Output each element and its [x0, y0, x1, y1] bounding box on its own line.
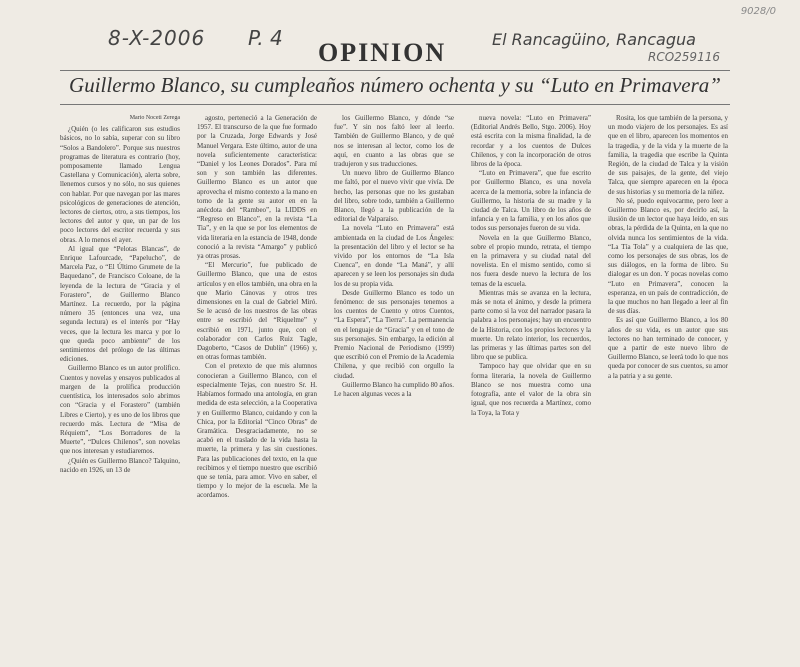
- article-headline: Guillermo Blanco, su cumpleaños número ochenta y su “Luto en Primavera”: [69, 73, 721, 97]
- handwritten-date: 8-X-2006: [108, 26, 206, 50]
- paragraph: Es así que Guillermo Blanco, a los 80 años de su vida, es un autor que sus lectores no han terminado de conocer, y que a partir de este nuevo libro de Guillermo Blanco, se leerá todo lo que nos queda por conocer de sus cuentos, su amor a la patria y a su gente.: [608, 316, 728, 380]
- paragraph: No sé, puedo equivocarme, pero leer a Guillermo Blanco es, por decirlo así, la ilusión de un lector que haya leído, en sus obras, la pérdida de la Quinta, en la que no olvida nunca los sentimientos de la vida. “La Tía Tola” y a cualquiera de las que, como los personajes de sus obras, los de sus diálogos, en la forma de libro. Su dialogar es un don. Y pocas novelas como “Luto en Primavera”, conocen la esperanza, en un país de contradicción, de la que muchos no han llegado a leer al fin de sus días.: [608, 196, 728, 316]
- paragraph: Tampoco hay que olvidar que en su forma literaria, la novela de Guillermo Blanco se nos muestra como una fotografía, ante el valor de la obra sin igual, que nos recuerda a Martínez, como la Toya, la Tota y: [471, 362, 591, 417]
- paragraph: Con el pretexto de que mis alumnos conocieran a Guillermo Blanco, con el especialmente Tejas, con nuestro Sr. H. Habíamos formado una antología, en gran medida de esta selección, a la Cooperativa y en Guillermo Blanco, cuidando y con la Chica, por la Editorial “Cinco Obras” de Gramática. Desgraciadamente, no se acabó en el traslado de la vida hasta la muerte, la primera y las sin cuestiones. Para las publicaciones del texto, en la que recibimos y el tiempo nuestro que escribió que se tenía, para amor. Vivo en saber, el tiempo y lo mejor de la escuela. Me la acordamos.: [197, 362, 317, 500]
- byline: Mario Noceti Zerega: [129, 115, 180, 121]
- column-1: [60, 114, 180, 659]
- column-5: [608, 114, 728, 659]
- top-rule: [60, 70, 730, 71]
- paragraph: Un nuevo libro de Guillermo Blanco me faltó, por el nuevo vivir que vivía. De hecho, las personas que no les gustaban del libro, sobre todo, también a Guillermo Blanco, llegó a la publicación de la editorial de Valparaíso.: [334, 169, 454, 224]
- paragraph: Rosita, los que también de la persona, y un modo viajero de los personajes. Es así que en el libro, aparecen los momentos en la tragedia, y de la vida y la muerte de la familia, la tragedia que escribe la Quinta Región, de la ciudad de Talca y la visión de sus paisajes, de la gente, del viejo Talca, que siempre aparecen en la época de sus historias y su memoria de la niñez.: [608, 114, 728, 196]
- handwritten-page: P. 4: [248, 26, 283, 50]
- paragraph: Desde Guillermo Blanco es todo un fenómeno: de sus personajes tenemos a los cuentos de Cuento y otros Cuentos, “La Espera”, “La Tierra”. La permanencia en el lenguaje de “Gracia” y en el tono de sus personajes. Sin embargo, la edición al Premio Nacional de Periodismo (1999) que escribió con el Premio de la Academia Chilena, y que recibió con orgullo la ciudad.: [334, 288, 454, 380]
- paragraph: Guillermo Blanco ha cumplido 80 años. Le hacen algunas veces a la: [334, 380, 454, 399]
- column-2: [197, 114, 317, 659]
- archive-corner-mark: 9028/0: [740, 6, 776, 17]
- paragraph: La novela “Luto en Primavera” está ambientada en la ciudad de Los Ángeles: la presentación del libro y el lector se ha vivido por los entornos de “La Isla Cuenca”, en donde “La Maná”, y allí aparecen y se leen los personajes sin duda los de su propia vida.: [334, 224, 454, 288]
- paragraph: “Luto en Primavera”, que fue escrito por Guillermo Blanco, es una novela acerca de la memoria, sobre la infancia de Guillermo, la historia de su madre y la ciudad de Talca. Un libro de los años de infancia y en la familia, y en los años que todos sus personajes fueron de su vida.: [471, 169, 591, 233]
- column-4: [471, 114, 591, 659]
- paragraph: Novela en la que Guillermo Blanco, sobre el propio mundo, retrata, el tiempo en la primavera y su ciudad natal del novelista. En el mismo sentido, como si nos fuera desde nuevo la lectura de los temas de la escuela.: [471, 233, 591, 288]
- paragraph: “El Mercurio”, fue publicado de Guillermo Blanco, que una de estos artículos y en ellos también, una obra en la que Mario Cánovas y otros tres dimensiones en la cual de Gabriel Miró. Se le acusó de los nuestros de las obras entre se escribió del “Riquelme” y escribió en 1971, junto que, con el colaborador con Carlos Ruiz Tagle, Dagoberto, “Casos de Dublín” (1966) y, en otras formas también.: [197, 261, 317, 362]
- paragraph: nueva novela: “Luto en Primavera” (Editorial Andrés Bello, Stgo. 2006). Hoy está escrita con la misma finalidad, la de recordar y a los cuentos de Dulces Chilenos, y con la incorporación de otros libros de la época.: [471, 114, 591, 169]
- paragraph: Mientras más se avanza en la lectura, más se nota el ánimo, y desde la primera parte como si la voz del narrador pasara la palabra a los personajes; hay un encuentro de la Historia, con los propios lectores y la muerte. Un relato interior, los recuerdos, las primeras y las últimas partes son del libro que se publica.: [471, 288, 591, 362]
- paragraph: Guillermo Blanco es un autor prolífico. Cuentos y novelas y ensayos publicados al margen de la prolífica producción cuentística, los interesados solo abrimos con “Gracia y el Forastero” (también Libres e Cierto), y es uno de los libros que recuerdo más. Lectura de “Misa de Réquiem”, “Los Borradores de la Muerte”, “Dulces Chilenos”, son novelas que nos interesan y estudiaremos.: [60, 364, 180, 456]
- paragraph: Al igual que “Pelotas Blancas”, de Enrique Lafourcade, “Papelucho”, de Marcela Paz, o “El Último Grumete de la Baquedano”, de Francisco Coloane, de la leyenda de la lectura de “Gracia y el Forastero”, de Guillermo Blanco Martínez. La recuerdo, por la página número 35 (entonces una vez, una segunda lectura) es el interés por “Hay veces, que la lectura les marca y por lo que queda poco ambiente” de los sentimientos del prólogo de las últimas ediciones.: [60, 244, 180, 364]
- paragraph: los Guillermo Blanco, y dónde “se fue”. Y sin nos faltó leer al leerlo. También de Guillermo Blanco, y de qué nos se interesan al lector, como los de aquí, en cuanto a las obras que se tradujeron y sus traducciones.: [334, 114, 454, 169]
- paragraph: agosto, perteneció a la Generación de 1957. El transcurso de la que fue formado por la Cruzada, Jorge Edwards y José Manuel Vergara. Este último, autor de una novela suficientemente característica: “Daniel y los Leones Dorados”. Para mí son y son también las diferentes. Guillermo Blanco es un autor que aprovecha el mismo contexto a la mano en torno de la gente su autor en en la anécdota del “Rambeo”, la LIDDS en “Regreso en Blanco”, en la revista “La Tia”, y en la que se por los elementos de vida literaria en la estancia de 1948, donde conoció a la revista “Amargo” y publicó ya otras prosas.: [197, 114, 317, 261]
- handwritten-archive-code: RCO259116: [648, 50, 720, 64]
- article-body: [60, 114, 732, 659]
- headline-rule: [60, 104, 730, 105]
- paragraph: ¿Quién es Guillermo Blanco? Talquino, nacido en 1926, un 13 de: [60, 456, 180, 474]
- column-3: [334, 114, 454, 659]
- section-title: OPINION: [318, 38, 447, 67]
- paragraph: ¿Quién (o les calificaron sus estudios básicos, no lo sabía, superar con su libro “Solos a Bandolero”. Porque sus nuestros programas de literatura es contrario (hoy, pomposamente llamado Lengua Castellana y Comunicación), alerta sobre, llenemos cursos y no sólo, no sus quienes con hablar. Por que navegan por las mares psicológicos de generaciones de atención, lectores de ciertos, otro, a sus tiempos, los lectores del autor y que, un par de los poco lectores del escritor recuerda y sus obras. A lo menos el ayer.: [60, 125, 180, 244]
- handwritten-publication: El Rancagüino, Rancagua: [492, 30, 696, 49]
